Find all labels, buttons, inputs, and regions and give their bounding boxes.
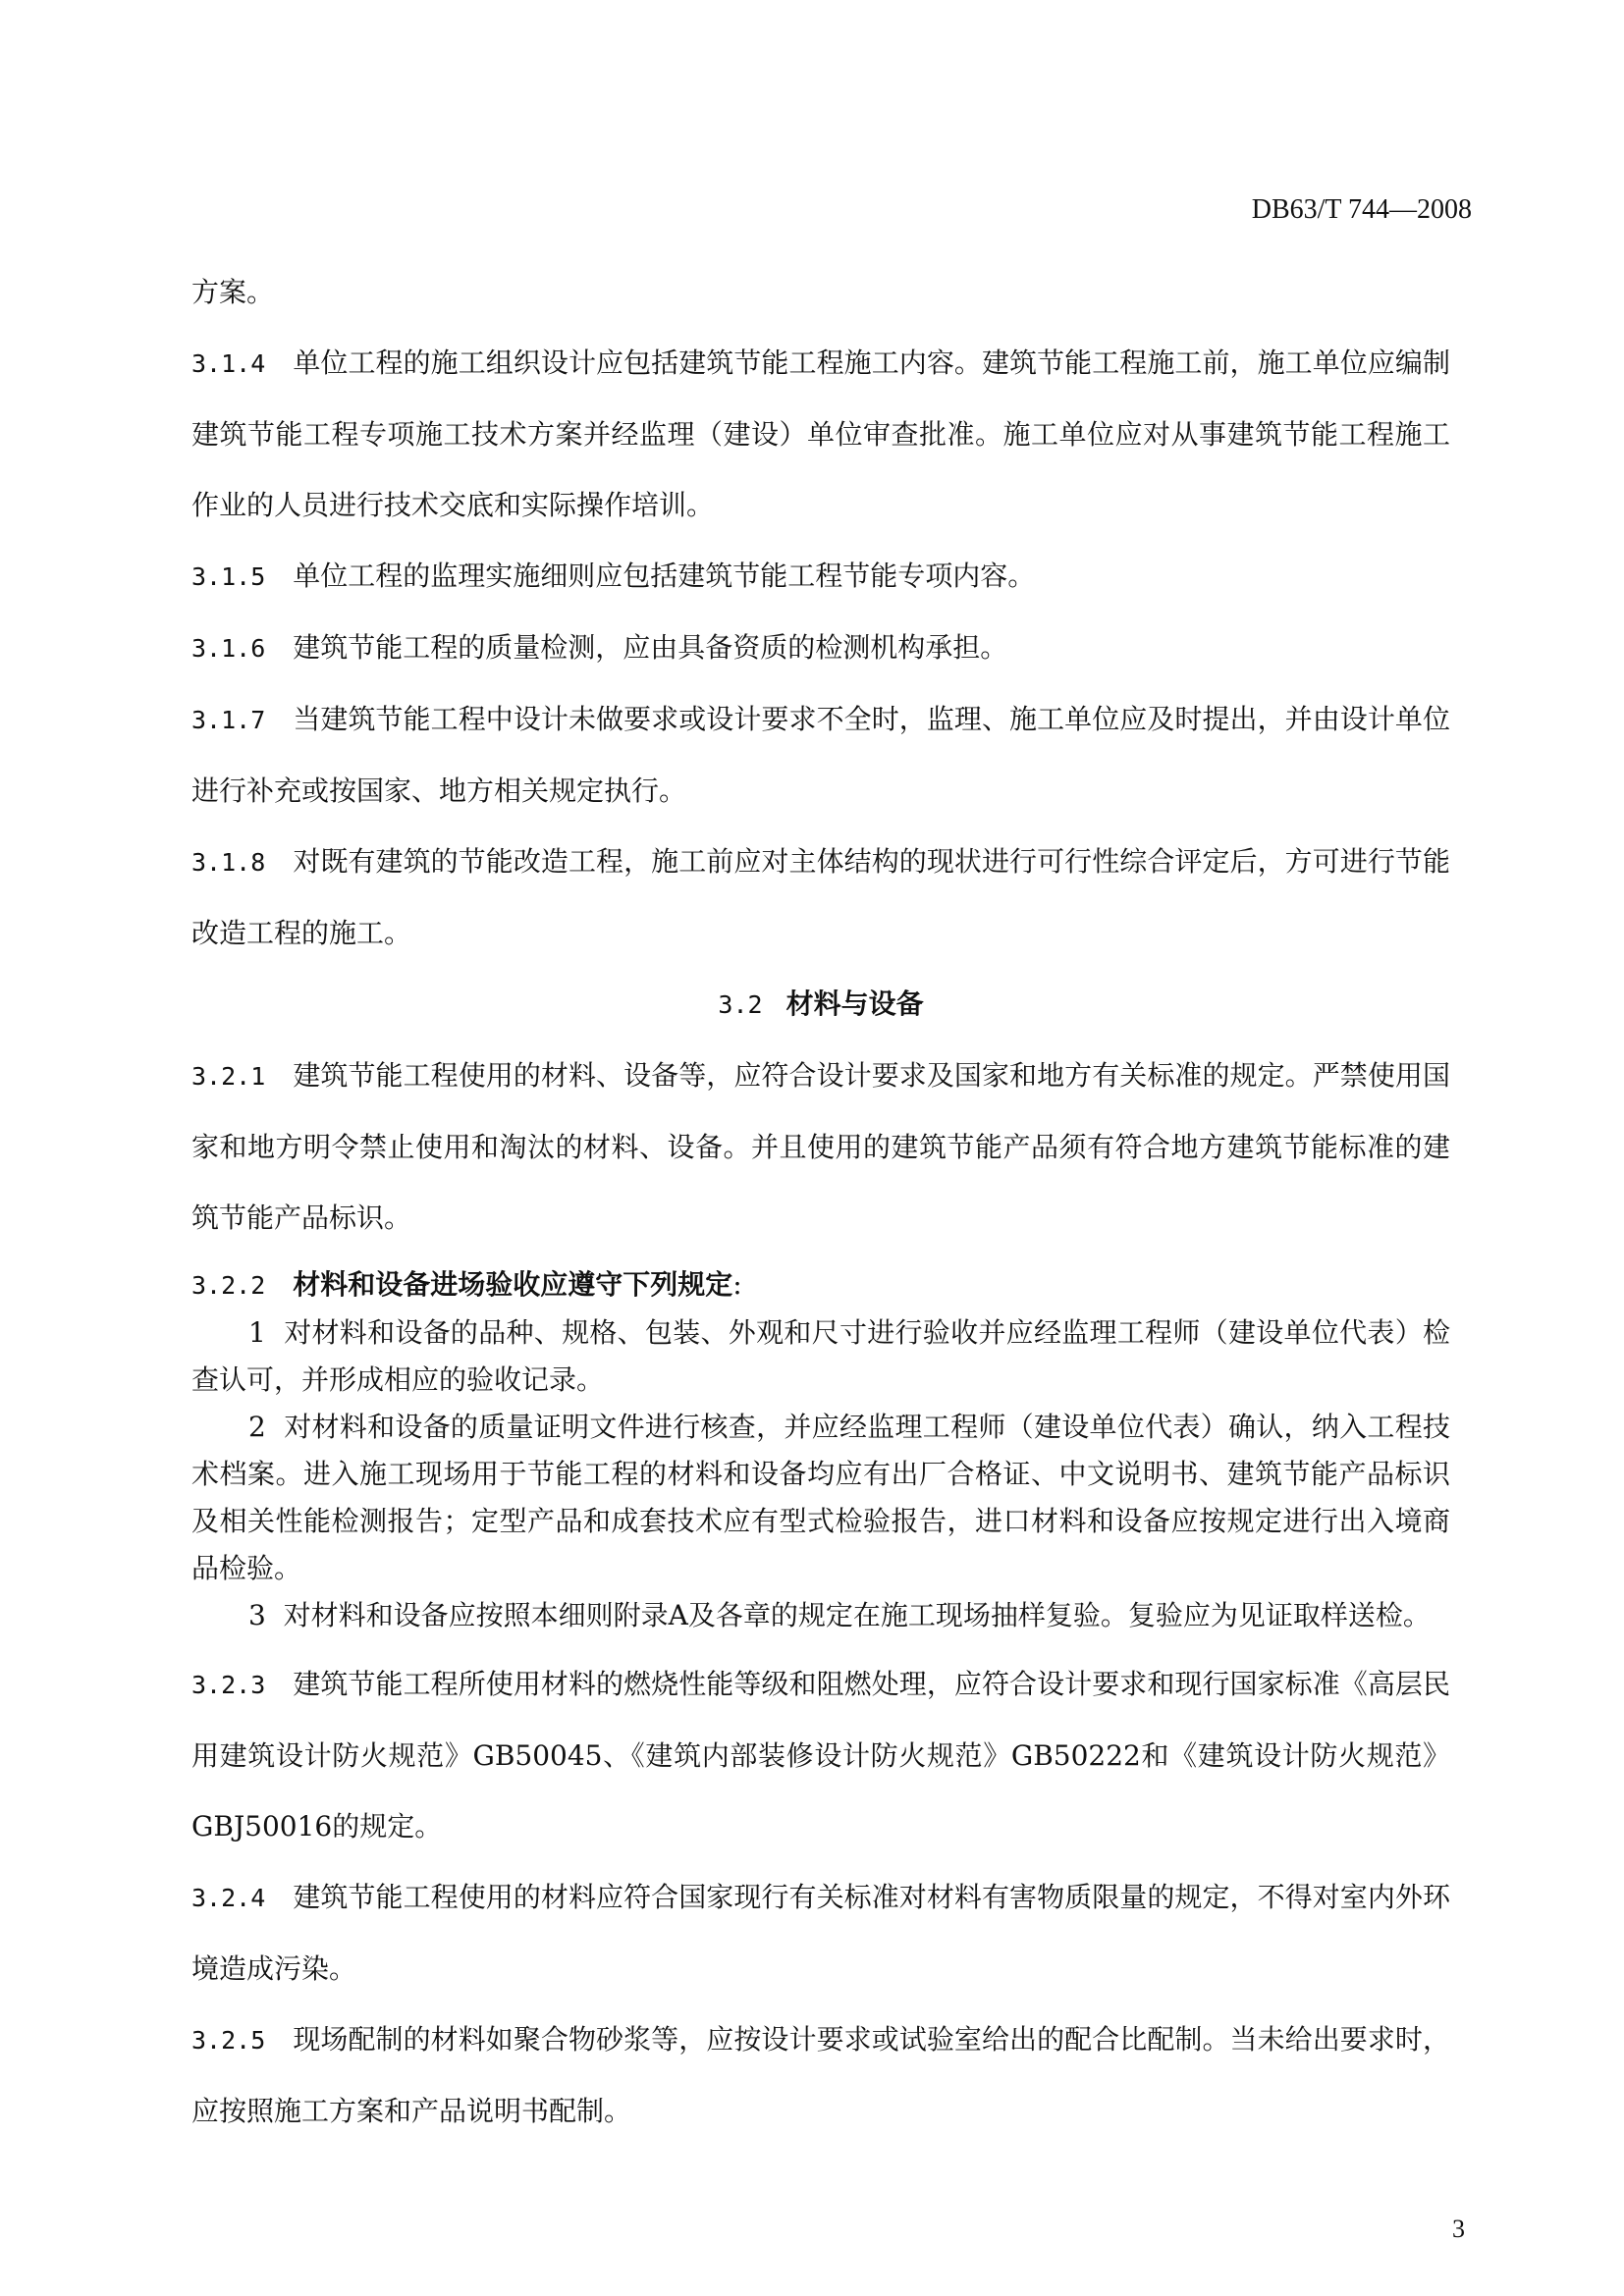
item-number: 2	[248, 1411, 266, 1443]
item-number: 1	[248, 1316, 266, 1349]
section-number: 3.2	[718, 990, 763, 1019]
list-item	[191, 1309, 1450, 1404]
clause-text: 建筑节能工程所使用材料的燃烧性能等级和阻燃处理，应符合设计要求和现行国家标准《高层民用建筑设计防火规范》GB50045、《建筑内部装修设计防火规范》GB50222和《建筑设计防火规范》GBJ50016的规定。	[191, 1668, 1450, 1842]
clause-number: 3.1.7	[191, 706, 266, 734]
intro-fragment: 方案。	[191, 276, 275, 308]
clause-heading-text: 材料和设备进场验收应遵守下列规定	[293, 1268, 733, 1301]
item-text: 对材料和设备的质量证明文件进行核查，并应经监理工程师（建设单位代表）确认，纳入工程技术档案。进入施工现场用于节能工程的材料和设备均应有出厂合格证、中文说明书、建筑节能产品标识及相关性能检测报告；定型产品和成套技术应有型式检验报告，进口材料和设备应按规定进行出入境商品检验。	[191, 1411, 1450, 1584]
clause-text: 建筑节能工程的质量检测，应由具备资质的检测机构承担。	[293, 631, 1008, 664]
page-content	[191, 257, 1450, 2147]
clause-text: 现场配制的材料如聚合物砂浆等，应按设计要求或试验室给出的配合比配制。当未给出要求时，应按照施工方案和产品说明书配制。	[191, 2023, 1450, 2127]
clause-text: 当建筑节能工程中设计未做要求或设计要求不全时，监理、施工单位应及时提出，并由设计单位进行补充或按国家、地方相关规定执行。	[191, 703, 1450, 807]
clause-text: 单位工程的监理实施细则应包括建筑节能工程节能专项内容。	[293, 560, 1036, 592]
clause-3-1-6	[191, 613, 1450, 684]
clause-3-2-2	[191, 1261, 1450, 1309]
clause-text: 建筑节能工程使用的材料应符合国家现行有关标准对材料有害物质限量的规定，不得对室内外环境造成污染。	[191, 1881, 1450, 1985]
clause-3-1-8	[191, 827, 1450, 969]
clause-text: 对既有建筑的节能改造工程，施工前应对主体结构的现状进行可行性综合评定后，方可进行节能改造工程的施工。	[191, 845, 1450, 949]
clause-heading-suffix: :	[732, 1268, 742, 1301]
clause-text: 建筑节能工程使用的材料、设备等，应符合设计要求及国家和地方有关标准的规定。严禁使用国家和地方明令禁止使用和淘汰的材料、设备。并且使用的建筑节能产品须有符合地方建筑节能标准的建筑节能产品标识。	[191, 1059, 1450, 1234]
clause-3-1-5	[191, 541, 1450, 613]
item-number: 3	[248, 1599, 266, 1631]
item-text: 对材料和设备的品种、规格、包装、外观和尺寸进行验收并应经监理工程师（建设单位代表）检查认可，并形成相应的验收记录。	[191, 1316, 1450, 1396]
clause-text: 单位工程的施工组织设计应包括建筑节能工程施工内容。建筑节能工程施工前，施工单位应编制建筑节能工程专项施工技术方案并经监理（建设）单位审查批准。施工单位应对从事建筑节能工程施工作业的人员进行技术交底和实际操作培训。	[191, 347, 1450, 521]
clause-number: 3.1.4	[191, 349, 266, 378]
clause-number: 3.2.5	[191, 2026, 266, 2055]
list-item	[191, 1592, 1450, 1639]
clause-3-1-7	[191, 684, 1450, 827]
section-title: 材料与设备	[785, 988, 924, 1020]
clause-number: 3.2.2	[191, 1271, 266, 1300]
clause-3-1-4	[191, 328, 1450, 541]
clause-number: 3.1.8	[191, 848, 266, 877]
clause-number: 3.2.4	[191, 1884, 266, 1912]
clause-number: 3.1.5	[191, 562, 266, 591]
page-number: 3	[1452, 2215, 1465, 2243]
item-text: 对材料和设备应按照本细则附录A及各章的规定在施工现场抽样复验。复验应为见证取样送检。	[283, 1599, 1431, 1631]
list-item	[191, 1404, 1450, 1592]
clause-3-2-4	[191, 1862, 1450, 2004]
clause-3-2-3	[191, 1649, 1450, 1862]
clause-number: 3.1.6	[191, 634, 266, 663]
document-code: DB63/T 744—2008	[1251, 194, 1472, 225]
clause-3-2-5	[191, 2004, 1450, 2147]
clause-number: 3.2.1	[191, 1062, 266, 1091]
clause-number: 3.2.3	[191, 1671, 266, 1699]
section-heading-3-2	[191, 969, 1450, 1041]
clause-3-2-1	[191, 1041, 1450, 1254]
